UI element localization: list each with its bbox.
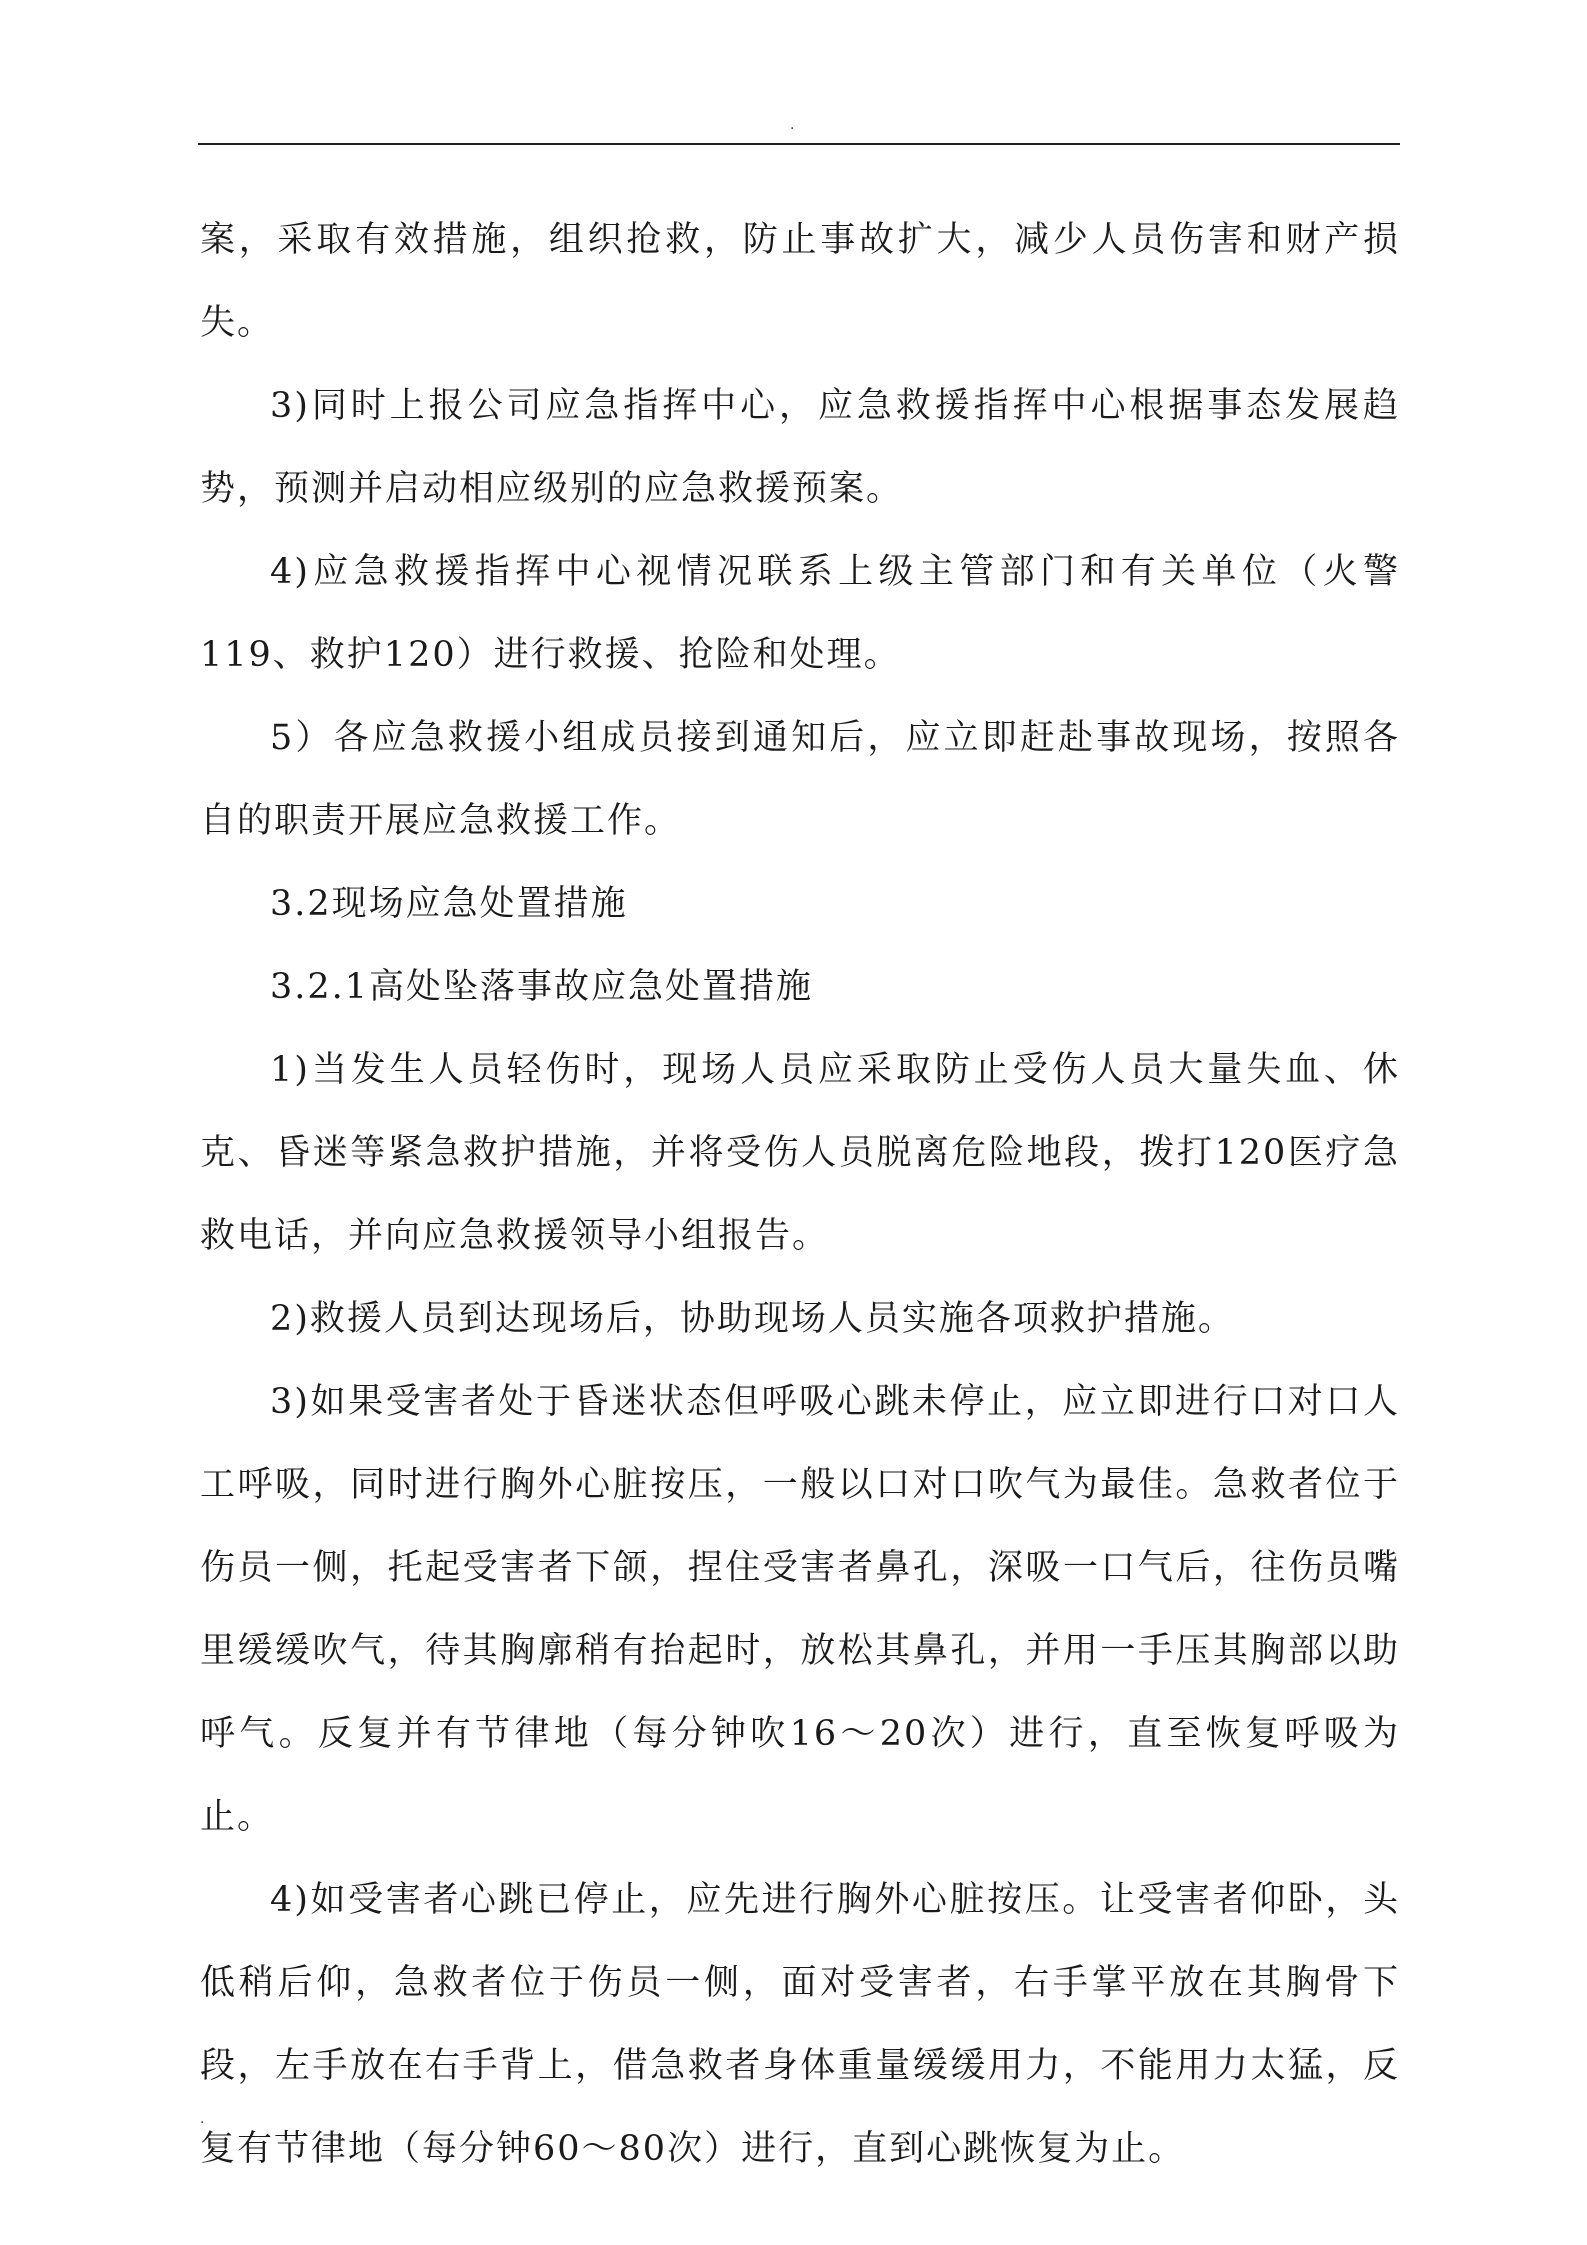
paragraph-continuation: 案，采取有效措施，组织抢救，防止事故扩大，减少人员伤害和财产损失。 <box>200 220 1400 343</box>
paragraph-step-5: 5）各应急救援小组成员接到通知后，应立即赶赴事故现场，按照各自的职责开展应急救援工作。 <box>200 718 1400 841</box>
header-rule <box>198 143 1400 145</box>
footer-dot: . <box>200 2111 205 2127</box>
paragraph-measure-1: 1)当发生人员轻伤时，现场人员应采取防止受伤人员大量失血、休克、昏迷等紧急救护措施，并将受伤人员脱离危险地段，拨打120医疗急救电话，并向应急救援领导小组报告。 <box>200 1050 1400 1256</box>
paragraph-measure-4: 4)如受害者心跳已停止，应先进行胸外心脏按压。让受害者仰卧，头低稍后仰，急救者位于伤员一侧，面对受害者，右手掌平放在其胸骨下段，左手放在右手背上，借急救者身体重量缓缓用力，不能用力太猛，反复有节律地（每分钟60～80次）进行，直到心跳恢复为止。 <box>200 1880 1400 2169</box>
paragraph-step-4: 4)应急救援指挥中心视情况联系上级主管部门和有关单位（火警119、救护120）进行救援、抢险和处理。 <box>200 552 1400 675</box>
subsection-heading-3-2-1: 3.2.1高处坠落事故应急处置措施 <box>270 967 814 1007</box>
paragraph-measure-2: 2)救援人员到达现场后，协助现场人员实施各项救护措施。 <box>270 1299 1235 1339</box>
section-heading-3-2: 3.2现场应急处置措施 <box>270 884 628 924</box>
paragraph-step-3: 3)同时上报公司应急指挥中心，应急救援指挥中心根据事态发展趋势，预测并启动相应级别的应急救援预案。 <box>200 386 1400 509</box>
document-body <box>200 199 1400 2191</box>
header-dot: . <box>790 117 795 133</box>
paragraph-measure-3: 3)如果受害者处于昏迷状态但呼吸心跳未停止，应立即进行口对口人工呼吸，同时进行胸外心脏按压，一般以口对口吹气为最佳。急救者位于伤员一侧，托起受害者下颌，捏住受害者鼻孔，深吸一口气后，往伤员嘴里缓缓吹气，待其胸廓稍有抬起时，放松其鼻孔，并用一手压其胸部以助呼气。反复并有节律地（每分钟吹16～20次）进行，直至恢复呼吸为止。 <box>200 1382 1400 1837</box>
